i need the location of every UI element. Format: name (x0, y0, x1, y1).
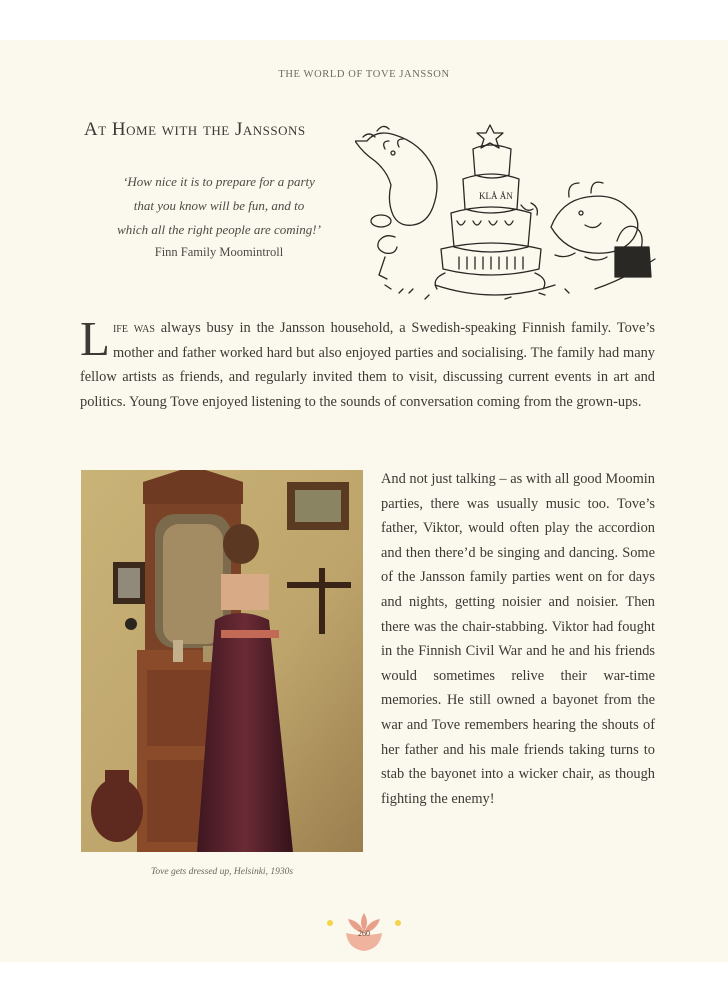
cake-lettering: KLÅ ÅN (479, 191, 513, 201)
page-number: 260 (358, 929, 370, 938)
intro-paragraph (80, 311, 655, 414)
drop-cap: L (80, 311, 110, 366)
epigraph-line: that you know will be fun, and to (133, 198, 305, 213)
section-title: At Home with the Janssons (84, 119, 306, 140)
epigraph-source: Finn Family Moomintroll (154, 245, 284, 259)
intro-text: always busy in the Jansson household, a Swedish-speaking Finnish family. Tove’s mother and father worked hard but also enjoyed parties and socialising. The family had many fellow artists as friends, and regularly invited them to visit, discussing current events in art and politics. Young Tove enjoyed listening to the sounds of conversation coming from the grown-ups. (80, 320, 655, 410)
archival-photo (81, 470, 363, 852)
epigraph-quote (84, 170, 354, 242)
book-page (0, 40, 728, 962)
intro-smallcaps: ife was (112, 320, 155, 336)
moomin-party-illustration (355, 117, 660, 302)
photo-caption: Tove gets dressed up, Helsinki, 1930s (150, 867, 294, 877)
running-head: THE WORLD OF TOVE JANSSON (278, 69, 450, 80)
epigraph-line: ‘How nice it is to prepare for a party (123, 174, 315, 189)
epigraph-line: which all the right people are coming!’ (117, 222, 321, 237)
body-paragraph: And not just talking – as with all good Moomin parties, there was usually music too. Tove’s father, Viktor, would often play the accordion and then there’d be singing and dancing. Some of the Jansson family parties went on for days and nights, getting noisier and noisier. Then there was the chair-stabbing. Viktor had fought in the Finnish Civil War and he and his friends would sometimes relive their war-time memories. He still owned a bayonet from the war and Tove remembers hearing the shouts of her father and his male friends taking turns to stab the bayonet into a wicker chair, as though fighting the enemy! (381, 471, 655, 807)
